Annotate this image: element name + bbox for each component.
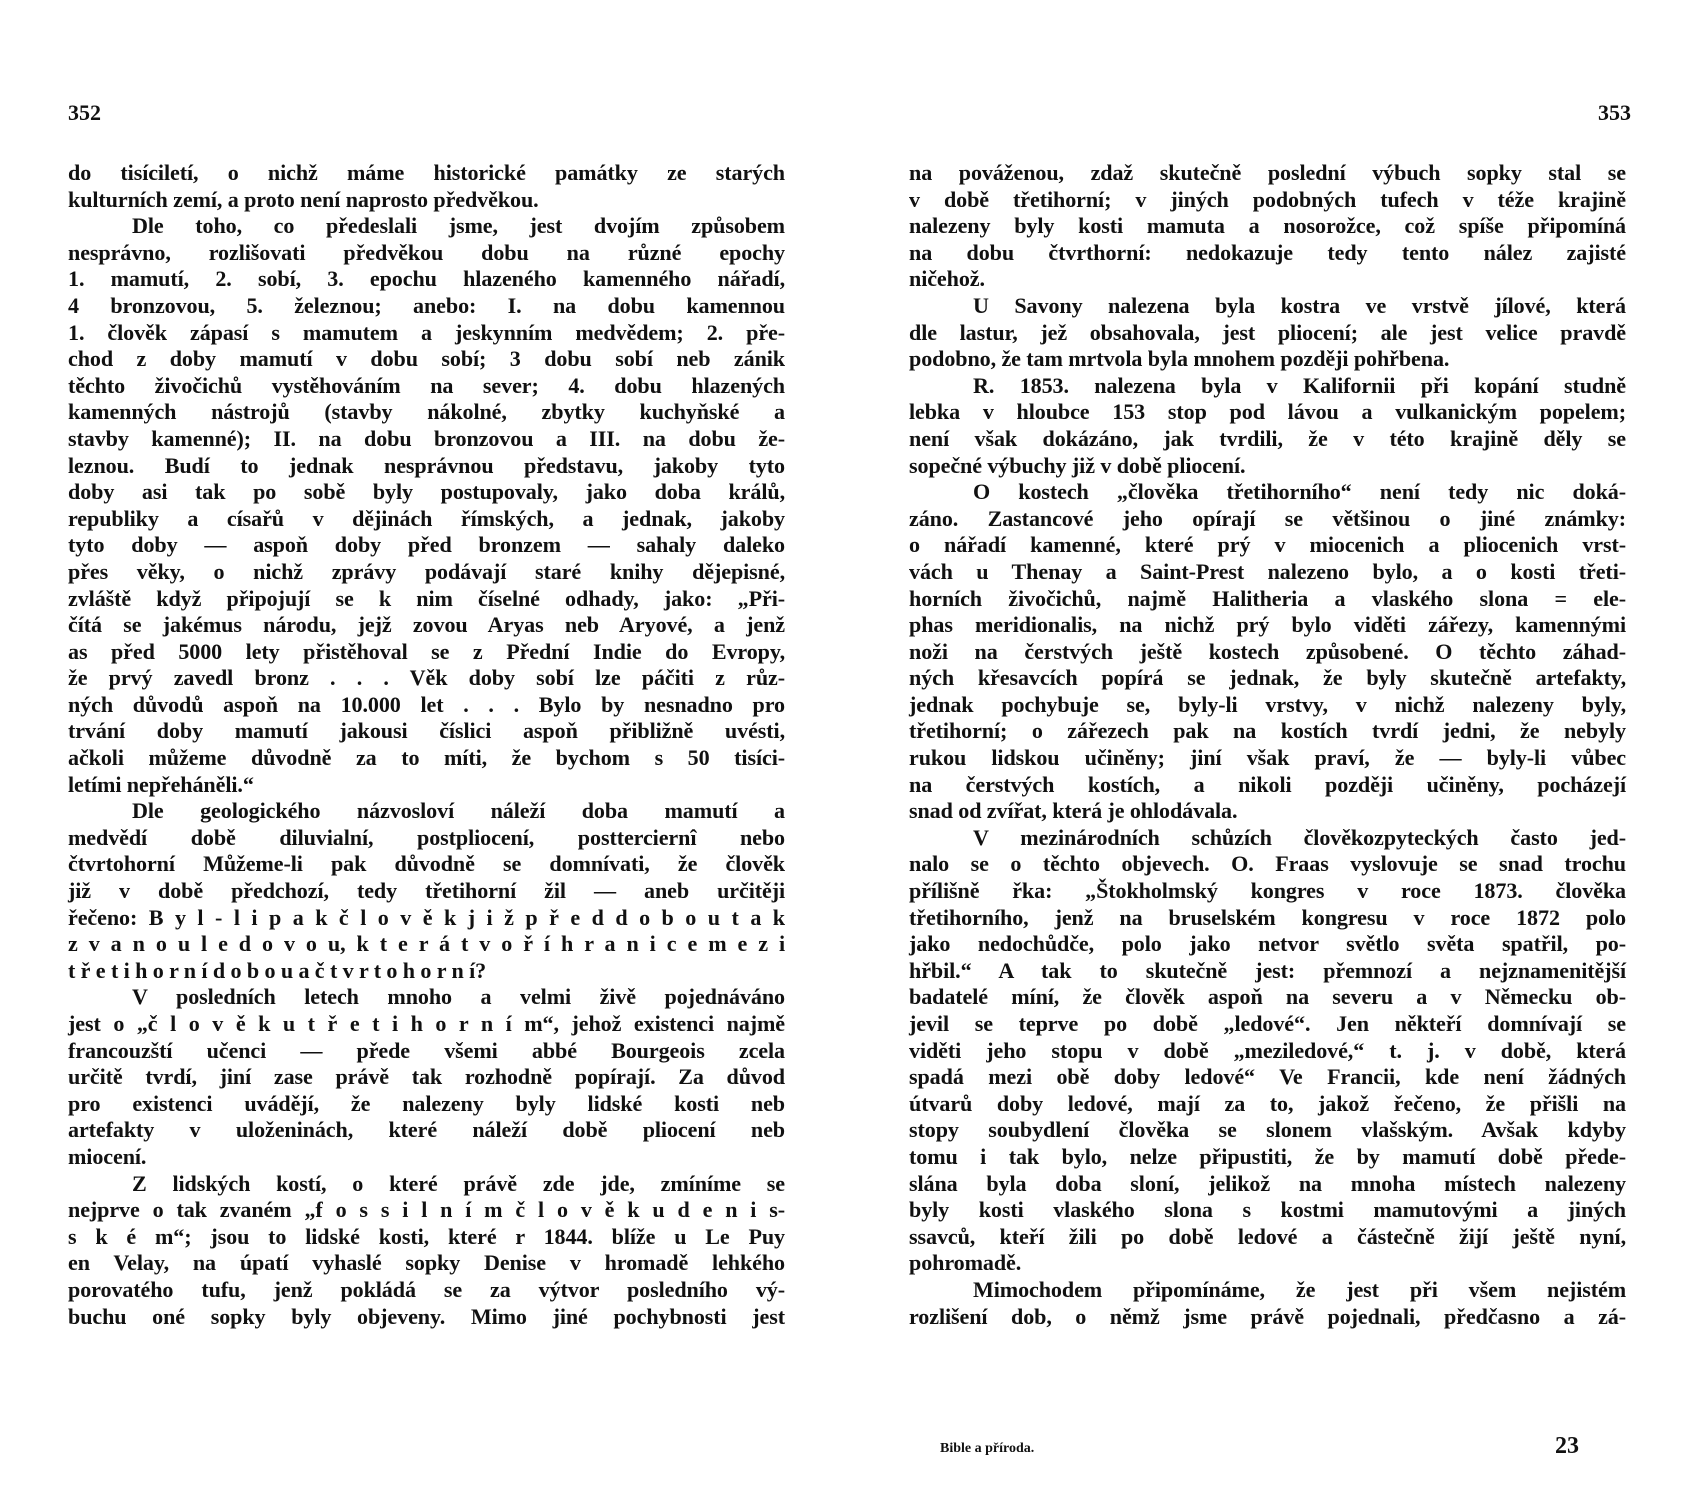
text-line: V mezinárodních schůzích člověkozpyteckých často jed- — [973, 824, 1626, 850]
text-line: R. 1853. nalezena byla v Kalifornii při kopání studně — [973, 372, 1626, 398]
left-page-text — [68, 160, 785, 1330]
text-line: 1. člověk zápasí s mamutem a jeskynním medvědem; 2. pře- — [68, 319, 785, 345]
text-line: těchto živočichů vystěhováním na sever; 4. dobu hlazených — [68, 372, 785, 398]
footer-book-title: Bible a příroda. — [940, 1441, 1035, 1456]
text-line: přílišně řka: „Štokholmský kongres v roce 1873. člověka — [909, 878, 1626, 904]
text-line: rukou lidskou učiněny; jiní však praví, že — byly-li vůbec — [909, 745, 1626, 771]
text-line: jako nedochůdče, polo jako netvor světlo světa spatřil, po- — [909, 931, 1626, 957]
text-line: dle lastur, jež obsahovala, jest pliocení; ale jest velice pravdě — [909, 319, 1626, 345]
text-line: V posledních letech mnoho a velmi živě pojednáváno — [132, 984, 785, 1010]
text-line: spadá mezi obě doby ledové“ Ve Francii, kde není žádných — [909, 1064, 1626, 1090]
text-line: Mimochodem připomínáme, že jest při všem nejistém — [973, 1276, 1626, 1302]
text-line: sopečné výbuchy již v době pliocení. — [909, 452, 1246, 478]
text-line: řečeno: B y l - l i p a k č l o v ě k j i ž p ř e d d o b o u t a k — [68, 904, 785, 930]
text-line: hřbil.“ A tak to skutečně jest: přemnozí a nejznamenitější — [909, 957, 1626, 983]
text-line: lebka v hloubce 153 stop pod lávou a vulkanickým popelem; — [909, 399, 1626, 425]
page-number-left: 352 — [68, 100, 101, 125]
text-line: slána byla doba sloní, jelikož na mnoha místech nalezeny — [909, 1170, 1626, 1196]
text-line: nalo se o těchto objevech. O. Fraas vyslovuje se snad trochu — [909, 851, 1626, 877]
text-line: badatelé míní, že člověk aspoň na severu a v Německu ob- — [909, 984, 1626, 1010]
text-line: stopy soubydlení člověka se slonem vlašským. Avšak kdyby — [909, 1117, 1626, 1143]
text-line: letími nepřeháněli.“ — [68, 771, 254, 797]
text-line: chod z doby mamutí v dobu sobí; 3 dobu sobí neb zánik — [68, 346, 785, 372]
text-line: 1. mamutí, 2. sobí, 3. epochu hlazeného kamenného nářadí, — [68, 266, 785, 292]
text-line: z v a n o u l e d o v o u, k t e r á t v o ř í h r a n i c e m e z i — [68, 931, 785, 957]
text-line: ných důvodů aspoň na 10.000 let . . . Bylo by nesnadno pro — [68, 691, 785, 717]
text-line: nejprve o tak zvaném „f o s s i l n í m č l o v ě k u d e n i s- — [68, 1197, 785, 1223]
text-line: leznou. Budí to jednak nesprávnou představu, jakoby tyto — [68, 452, 785, 478]
text-line: v době třetihorní; v jiných podobných tufech v téže krajině — [909, 186, 1626, 212]
text-line: nesprávno, rozlišovati předvěkou dobu na různé epochy — [68, 239, 785, 265]
text-line: třetihorní; o zářezech pak na kostích tvrdí jedni, že nebyly — [909, 718, 1626, 744]
text-line: ačkoli můžeme důvodně za to míti, že bychom s 50 tisíci- — [68, 745, 785, 771]
text-line: Dle geologického názvosloví náleží doba mamutí a — [132, 798, 785, 824]
text-line: čtvrtohorní Můžeme-li pak důvodně se domnívati, že člověk — [68, 851, 785, 877]
text-line: O kostech „člověka třetihorního“ není tedy nic doká- — [973, 479, 1626, 505]
page-number-right: 353 — [1598, 100, 1631, 125]
text-line: nalezeny byly kosti mamuta a nosorožce, což spíše připomíná — [909, 213, 1626, 239]
text-line: útvarů doby ledové, mají za to, jakož řečeno, že přišli na — [909, 1090, 1626, 1116]
text-line: 4 bronzovou, 5. železnou; anebo: I. na dobu kamennou — [68, 292, 785, 318]
text-line: na dobu čtvrthorní: nedokazuje tedy tento nález zajisté — [909, 239, 1626, 265]
text-line: Z lidských kostí, o které právě zde jde, zmíníme se — [132, 1170, 785, 1196]
text-line: třetihorního, jenž na bruselském kongresu v roce 1872 polo — [909, 904, 1626, 930]
text-line: přes věky, o nichž zprávy podávají staré knihy dějepisné, — [68, 558, 785, 584]
text-line: miocení. — [68, 1143, 147, 1169]
text-line: doby asi tak po sobě byly postupovaly, jako doba králů, — [68, 479, 785, 505]
text-line: tyto doby — aspoň doby před bronzem — sahaly daleko — [68, 532, 785, 558]
text-line: vách u Thenay a Saint-Prest nalezeno bylo, a o kosti třeti- — [909, 558, 1626, 584]
text-line: záno. Zastancové jeho opírají se většinou o jiné známky: — [909, 505, 1626, 531]
text-line: republiky a císařů v dějinách římských, a jednak, jakoby — [68, 505, 785, 531]
text-line: zvláště když připojují se k nim číselné odhady, jako: „Při- — [68, 585, 785, 611]
text-line: medvědí době diluvialní, postpliocení, postterciernî nebo — [68, 824, 785, 850]
text-line: snad od zvířat, která je ohlodávala. — [909, 798, 1238, 824]
text-line: podobno, že tam mrtvola byla mnohem později pohřbena. — [909, 346, 1450, 372]
text-line: stavby kamenné); II. na dobu bronzovou a III. na dobu že- — [68, 425, 785, 451]
text-line: viděti jeho stopu v době „meziledové,“ t. j. v době, která — [909, 1037, 1626, 1063]
text-line: kulturních zemí, a proto není naprosto předvěkou. — [68, 186, 539, 212]
text-line: ných křesavcích popírá se jednak, že byly skutečně artefakty, — [909, 665, 1626, 691]
text-line: ničehož. — [909, 266, 985, 292]
text-line: pohromadě. — [909, 1250, 1022, 1276]
text-line: en Velay, na úpatí vyhaslé sopky Denise v hromadě lehkého — [68, 1250, 785, 1276]
text-line: o nářadí kamenné, které prý v miocenich a pliocenich vrst- — [909, 532, 1626, 558]
footer-signature-mark: 23 — [1555, 1433, 1579, 1459]
text-line: tomu i tak bylo, nelze připustiti, že by mamutí době přede- — [909, 1143, 1626, 1169]
text-line: as před 5000 lety přistěhoval se z Přední Indie do Evropy, — [68, 638, 785, 664]
text-line: buchu oné sopky byly objeveny. Mimo jiné pochybnosti jest — [68, 1303, 785, 1329]
text-line: t ř e t i h o r n í d o b o u a č t v r t o h o r n í? — [68, 957, 487, 983]
text-line: s k é m“; jsou to lidské kosti, které r 1844. blíže u Le Puy — [68, 1223, 785, 1249]
text-line: ssavců, kteří žili po době ledové a částečně žijí ještě nyní, — [909, 1223, 1626, 1249]
right-page-text — [909, 160, 1626, 1330]
text-line: že prvý zavedl bronz . . . Věk doby sobí lze páčiti z růz- — [68, 665, 785, 691]
text-line: kamenných nástrojů (stavby nákolné, zbytky kuchyňské a — [68, 399, 785, 425]
text-line: trvání doby mamutí jakousi číslici aspoň přibližně uvésti, — [68, 718, 785, 744]
text-line: čítá se jakémus národu, jejž zovou Aryas neb Aryové, a jenž — [68, 612, 785, 638]
text-line: pro existenci uvádějí, že nalezeny byly lidské kosti neb — [68, 1090, 785, 1116]
text-line: jest o „č l o v ě k u t ř e t i h o r n í m“, jehož existenci najmě — [68, 1011, 785, 1036]
text-line: Dle toho, co předeslali jsme, jest dvojím způsobem — [132, 213, 785, 239]
text-line: U Savony nalezena byla kostra ve vrstvě jílové, která — [973, 292, 1626, 318]
text-line: byly kosti vlaského slona s kostmi mamutovými a jiných — [909, 1197, 1626, 1223]
text-line: francouzští učenci — přede všemi abbé Bourgeois zcela — [68, 1037, 785, 1063]
text-line: jevil se teprve po době „ledové“. Jen někteří domnívají se — [909, 1011, 1626, 1036]
text-line: do tisíciletí, o nichž máme historické památky ze starých — [68, 160, 785, 185]
text-line: není však dokázáno, jak tvrdili, že v této krajině děly se — [909, 425, 1626, 451]
text-line: na čerstvých kostích, a nikoli později učiněny, pocházejí — [909, 771, 1626, 797]
text-line: již v době předchozí, tedy třetihorní žil — aneb určitěji — [68, 878, 785, 904]
text-line: porovatého tufu, jenž pokládá se za výtvor posledního vý- — [68, 1276, 785, 1302]
text-line: jednak pochybuje se, byly-li vrstvy, v nichž nalezeny byly, — [909, 691, 1626, 717]
text-line: noži na čerstvých ještě kostech způsobené. O těchto záhad- — [909, 638, 1626, 664]
text-line: na pováženou, zdaž skutečně poslední výbuch sopky stal se — [909, 160, 1626, 185]
page-footer — [940, 1433, 1640, 1467]
text-line: rozlišení dob, o němž jsme právě pojednali, předčasno a zá- — [909, 1303, 1626, 1329]
text-line: phas meridionalis, na nichž prý bylo viděti zářezy, kamennými — [909, 612, 1626, 638]
text-line: určitě tvrdí, jiní zase právě tak rozhodně popírají. Za důvod — [68, 1064, 785, 1090]
text-line: horních živočichů, najmě Halitheria a vlaského slona = ele- — [909, 585, 1626, 611]
text-line: artefakty v uloženinách, které náleží době pliocení neb — [68, 1117, 785, 1143]
